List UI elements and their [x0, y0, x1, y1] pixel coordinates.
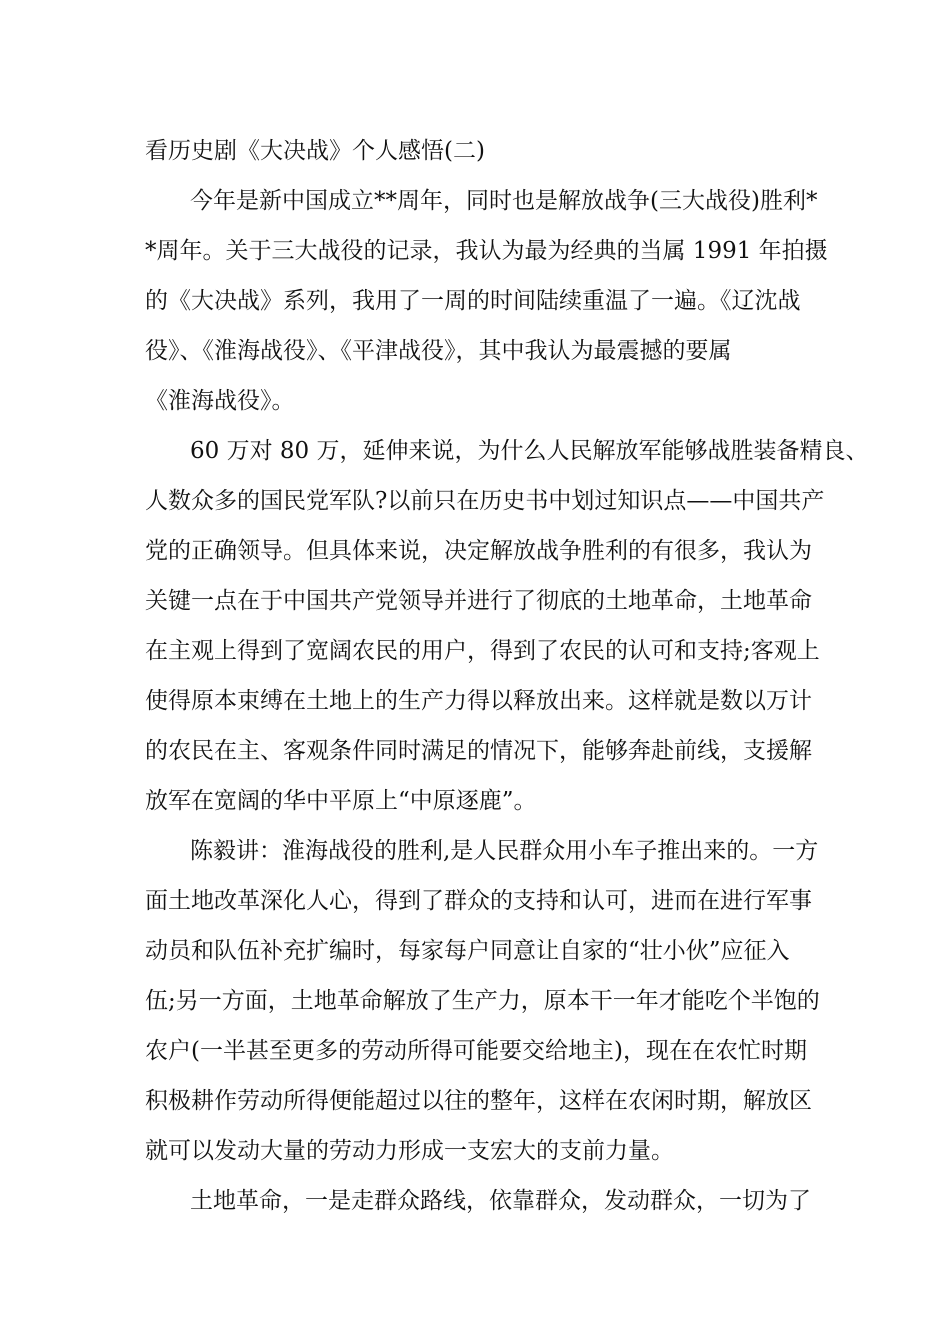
text-line: 党的正确领导。但具体来说，决定解放战争胜利的有很多，我认为	[145, 538, 812, 564]
text-line: 就可以发动大量的劳动力形成一支宏大的支前力量。	[145, 1138, 674, 1164]
text-line: 的农民在主、客观条件同时满足的情况下，能够奔赴前线，支援解	[145, 738, 812, 764]
text-line: 今年是新中国成立**周年，同时也是解放战争(三大战役)胜利*	[190, 188, 818, 214]
document-title: 看历史剧《大决战》个人感悟(二)	[145, 138, 485, 164]
text-line: 《淮海战役》。	[145, 388, 295, 414]
text-line: 伍;另一方面，土地革命解放了生产力，原本干一年才能吃个半饱的	[145, 988, 820, 1014]
text-line: 陈毅讲：淮海战役的胜利,是人民群众用小车子推出来的。一方	[190, 838, 819, 864]
text-line: 的《大决战》系列，我用了一周的时间陆续重温了一遍。《辽沈战	[145, 288, 801, 314]
text-line: 役》、《淮海战役》、《平津战役》，其中我认为最震撼的要属	[145, 338, 732, 364]
text-line: 农户(一半甚至更多的劳动所得可能要交给地主)，现在在农忙时期	[145, 1038, 807, 1064]
text-line: 放军在宽阔的华中平原上“中原逐鹿”。	[145, 788, 537, 814]
text-line: 面土地改革深化人心，得到了群众的支持和认可，进而在进行军事	[145, 888, 812, 914]
text-line: 60 万对 80 万，延伸来说，为什么人民解放军能够战胜装备精良、	[190, 438, 869, 464]
text-line: 在主观上得到了宽阔农民的用户，得到了农民的认可和支持;客观上	[145, 638, 820, 664]
text-line: 关键一点在于中国共产党领导并进行了彻底的土地革命，土地革命	[145, 588, 812, 614]
text-line: 使得原本束缚在土地上的生产力得以释放出来。这样就是数以万计	[145, 688, 812, 714]
text-line: 积极耕作劳动所得便能超过以往的整年，这样在农闲时期，解放区	[145, 1088, 812, 1114]
text-line: 土地革命，一是走群众路线，依靠群众，发动群众，一切为了	[190, 1188, 811, 1214]
text-line: 动员和队伍补充扩编时，每家每户同意让自家的“壮小伙”应征入	[145, 938, 790, 964]
text-line: 人数众多的国民党军队?以前只在历史书中划过知识点——中国共产	[145, 488, 825, 514]
text-line: *周年。关于三大战役的记录，我认为最为经典的当属 1991 年拍摄	[145, 238, 828, 264]
